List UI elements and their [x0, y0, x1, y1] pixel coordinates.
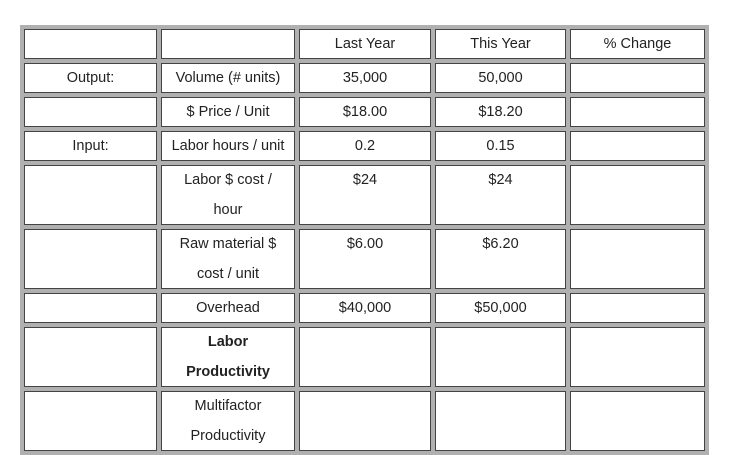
table-row	[22, 129, 707, 163]
section-cell	[22, 325, 159, 389]
row-label-line-2: cost / unit	[196, 266, 260, 282]
pct-change-header: % Change	[568, 27, 707, 61]
row-label-line-1: Labor $ cost /	[184, 172, 272, 188]
table-row	[22, 95, 707, 129]
pct-change-cell	[568, 325, 707, 389]
pct-change-cell	[568, 129, 707, 163]
table-row	[22, 163, 707, 227]
row-label-line-1: Multifactor	[194, 398, 262, 414]
pct-change-cell	[568, 95, 707, 129]
this-year-value	[433, 389, 568, 453]
last-year-value	[297, 325, 433, 389]
row-label: $ Price / Unit	[159, 95, 297, 129]
row-label-line-2: hour	[213, 202, 243, 218]
this-year-value: 50,000	[433, 61, 568, 95]
table-row	[22, 389, 707, 453]
this-year-value: $18.20	[433, 95, 568, 129]
output-section-label: Output:	[22, 61, 159, 95]
last-year-value	[297, 389, 433, 453]
blank-header-cell-1	[22, 27, 159, 61]
row-label: Volume (# units)	[159, 61, 297, 95]
table-row	[22, 61, 707, 95]
table-row	[22, 227, 707, 291]
table-row	[22, 325, 707, 389]
this-year-value: 0.15	[433, 129, 568, 163]
row-label-line-2: Productivity	[186, 364, 270, 380]
row-label-line-1: Labor	[207, 334, 249, 350]
this-year-value: $6.20	[433, 227, 568, 291]
pct-change-cell	[568, 163, 707, 227]
pct-change-cell	[568, 61, 707, 95]
row-label	[159, 227, 297, 291]
last-year-value: $40,000	[297, 291, 433, 325]
this-year-value: $50,000	[433, 291, 568, 325]
section-cell	[22, 95, 159, 129]
section-cell	[22, 163, 159, 227]
last-year-value: $18.00	[297, 95, 433, 129]
this-year-value: $24	[433, 163, 568, 227]
section-cell	[22, 389, 159, 453]
section-cell	[22, 291, 159, 325]
pct-change-cell	[568, 227, 707, 291]
table-row	[22, 291, 707, 325]
this-year-header: This Year	[433, 27, 568, 61]
row-label	[159, 163, 297, 227]
row-label-line-2: Productivity	[190, 428, 266, 444]
this-year-value	[433, 325, 568, 389]
pct-change-cell	[568, 389, 707, 453]
section-cell	[22, 227, 159, 291]
header-row	[22, 27, 707, 61]
row-label: Overhead	[159, 291, 297, 325]
productivity-table	[20, 25, 709, 455]
last-year-value: $24	[297, 163, 433, 227]
last-year-header: Last Year	[297, 27, 433, 61]
blank-header-cell-2	[159, 27, 297, 61]
last-year-value: $6.00	[297, 227, 433, 291]
last-year-value: 35,000	[297, 61, 433, 95]
row-label-line-1: Raw material $	[179, 236, 277, 252]
pct-change-cell	[568, 291, 707, 325]
input-section-label: Input:	[22, 129, 159, 163]
row-label: Labor hours / unit	[159, 129, 297, 163]
row-label	[159, 325, 297, 389]
row-label	[159, 389, 297, 453]
last-year-value: 0.2	[297, 129, 433, 163]
